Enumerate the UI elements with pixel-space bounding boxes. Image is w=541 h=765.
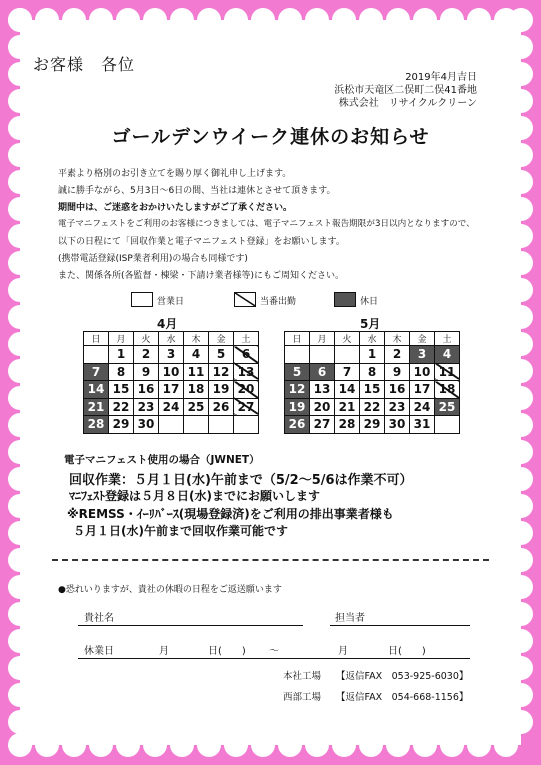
border-scallop [116,733,140,757]
border-scallop [509,575,533,599]
border-scallop [8,494,32,518]
border-scallop [35,8,59,32]
border-scallop [509,359,533,383]
calendar-day: 24 [159,398,184,416]
legend-business-swatch [131,292,153,307]
weekday-header: 金 [410,332,435,346]
calendar-day: 13 [310,381,335,399]
border-scallop [509,170,533,194]
calendar-day: 15 [360,381,385,399]
body-line-4: 電子マニフェストをご利用のお客様につきましては、電子マニフェスト報告期限が3日以内となりますので、 [58,219,475,229]
border-scallop [251,8,275,32]
weekday-header: 木 [184,332,209,346]
border-scallop [509,305,533,329]
border-scallop [509,440,533,464]
fax-office-1: 本社工場 [283,671,322,682]
border-scallop [509,548,533,572]
border-scallop [62,8,86,32]
calendar-day: 7 [335,363,360,381]
border-scallop [8,733,32,757]
border-scallop [8,8,32,32]
border-scallop [8,359,32,383]
calendar-day: 16 [134,381,159,399]
border-scallop [8,440,32,464]
border-scallop [332,733,356,757]
legend-business-label: 営業日 [157,297,185,307]
calendar-day: 29 [109,416,134,434]
border-scallop [332,8,356,32]
border-scallop [467,8,491,32]
border-scallop [8,521,32,545]
border-scallop [509,116,533,140]
calendar-day: 22 [109,398,134,416]
border-scallop [8,170,32,194]
company-address: 浜松市天竜区二俣町二俣41番地 [334,85,477,96]
notice-collection: 回収作業：５月１日(水)午前まで（5/2～5/6は作業不可） [69,473,413,488]
legend-holiday-swatch [334,292,356,307]
calendar-day: 20 [310,398,335,416]
cut-line [52,559,489,561]
weekday-header: 月 [310,332,335,346]
form-tilde: ～ [269,646,279,657]
april-calendar [83,331,259,434]
form-holiday-label: 休業日 [84,646,114,657]
calendar-day: 23 [385,398,410,416]
calendar-day: 3 [159,346,184,364]
border-scallop [509,8,533,32]
body-line-7: また、関係各所(各監督・棟梁・下請け業者様等)にもご周知ください。 [58,271,345,281]
border-scallop [8,413,32,437]
calendar-day: 8 [360,363,385,381]
calendar-day: 28 [84,416,109,434]
calendar-day: 25 [184,398,209,416]
calendar-day [335,346,360,364]
border-scallop [305,733,329,757]
calendar-day: 6 [310,363,335,381]
border-scallop [509,89,533,113]
calendar-day: 26 [285,416,310,434]
calendar-day: 3 [410,346,435,364]
border-scallop [413,733,437,757]
border-scallop [8,629,32,653]
calendar-day: 17 [410,381,435,399]
company-name: 株式会社 リサイクルクリーン [338,98,477,109]
border-scallop [8,116,32,140]
fax-number-2: 【返信FAX 054-668-1156】 [336,692,469,703]
border-scallop [509,386,533,410]
border-scallop [8,143,32,167]
form-person-line [330,625,470,626]
calendar-day: 10 [159,363,184,381]
border-scallop [509,413,533,437]
body-line-2: 誠に勝手ながら、5月3日～6日の間、当社は連休とさせて頂きます。 [58,186,336,196]
border-scallop [197,733,221,757]
weekday-header: 日 [84,332,109,346]
calendar-day: 5 [285,363,310,381]
form-company-line [78,625,303,626]
calendar-day: 18 [435,381,460,399]
weekday-header: 水 [360,332,385,346]
border-scallop [8,35,32,59]
border-scallop [509,710,533,734]
border-scallop [143,8,167,32]
greeting: お客様 各位 [33,55,136,74]
weekday-header: 月 [109,332,134,346]
calendar-day: 5 [209,346,234,364]
border-scallop [8,224,32,248]
calendar-day [209,416,234,434]
border-scallop [467,733,491,757]
border-scallop [509,494,533,518]
calendar-day: 21 [335,398,360,416]
calendar-day [159,416,184,434]
may-label: 5月 [360,317,381,331]
weekday-header: 日 [285,332,310,346]
form-end-month: 月 [338,646,348,657]
calendar-day: 13 [234,363,259,381]
calendar-day: 12 [209,363,234,381]
border-scallop [509,629,533,653]
calendar-day: 21 [84,398,109,416]
calendar-day [184,416,209,434]
border-scallop [89,8,113,32]
calendar-day: 29 [360,416,385,434]
calendar-day: 26 [209,398,234,416]
calendar-day: 18 [184,381,209,399]
form-holiday-line [78,658,470,659]
border-scallop [8,575,32,599]
calendar-day: 11 [184,363,209,381]
border-scallop [8,602,32,626]
calendar-day: 9 [385,363,410,381]
legend-holiday-label: 休日 [360,297,379,307]
calendar-day [285,346,310,364]
border-scallop [197,8,221,32]
weekday-header: 火 [335,332,360,346]
notice-remss: ※REMSS・ｲｰﾘﾊﾞｰｽ(現場登録済)をご利用の排出事業者様も [67,507,394,521]
body-line-6: (携帯電話登録(ISP業者利用)の場合も同様です) [58,254,248,264]
border-scallop [224,733,248,757]
border-scallop [509,467,533,491]
border-scallop [170,8,194,32]
fax-office-2: 西部工場 [283,692,322,703]
body-line-1: 平素より格別のお引き立てを賜り厚く御礼申し上げます。 [58,169,292,179]
border-scallop [440,8,464,32]
calendar-day: 6 [234,346,259,364]
border-scallop [8,305,32,329]
border-scallop [509,35,533,59]
border-scallop [8,62,32,86]
calendar-day: 20 [234,381,259,399]
weekday-header: 土 [435,332,460,346]
border-scallop [509,602,533,626]
border-scallop [8,332,32,356]
border-scallop [8,548,32,572]
calendar-day: 16 [385,381,410,399]
form-start-day: 日( ) [208,646,246,657]
border-scallop [278,8,302,32]
calendar-day [234,416,259,434]
border-scallop [305,8,329,32]
calendar-day: 2 [134,346,159,364]
body-line-3: 期間中は、ご迷惑をおかけいたしますがご了承ください。 [58,203,293,213]
calendar-day: 25 [435,398,460,416]
border-scallop [35,733,59,757]
border-scallop [143,733,167,757]
calendar-day [310,346,335,364]
border-scallop [8,251,32,275]
border-scallop [224,8,248,32]
form-end-day: 日( ) [388,646,426,657]
calendar-day: 28 [335,416,360,434]
notice-remss-deadline: ５月１日(水)午前まで回収作業可能です [73,524,288,538]
border-scallop [8,197,32,221]
border-scallop [8,386,32,410]
border-scallop [89,733,113,757]
legend-duty-swatch [234,292,256,307]
border-scallop [8,89,32,113]
calendar-day: 22 [360,398,385,416]
calendar-day: 14 [84,381,109,399]
border-scallop [509,332,533,356]
calendar-day: 14 [335,381,360,399]
fax-number-1: 【返信FAX 053-925-6030】 [336,671,469,682]
border-scallop [509,62,533,86]
border-scallop [116,8,140,32]
border-scallop [494,733,518,757]
form-start-month: 月 [159,646,169,657]
border-scallop [359,8,383,32]
issue-date: 2019年4月吉日 [405,72,477,83]
calendar-day: 1 [109,346,134,364]
border-scallop [278,733,302,757]
border-scallop [509,656,533,680]
calendar-day: 1 [360,346,385,364]
weekday-header: 火 [134,332,159,346]
calendar-day: 8 [109,363,134,381]
calendar-day: 31 [410,416,435,434]
weekday-header: 金 [209,332,234,346]
calendar-day: 10 [410,363,435,381]
calendar-day: 24 [410,398,435,416]
calendar-day: 4 [184,346,209,364]
border-scallop [386,8,410,32]
legend-duty-label: 当番出勤 [260,297,297,307]
border-scallop [62,733,86,757]
border-scallop [8,278,32,302]
form-lead: ●恐れいりますが、貴社の休暇の日程をご返送願います [58,585,282,595]
border-scallop [509,197,533,221]
border-scallop [359,733,383,757]
border-scallop [509,521,533,545]
border-scallop [509,143,533,167]
border-scallop [413,8,437,32]
border-scallop [509,683,533,707]
calendar-day: 19 [285,398,310,416]
calendar-day: 15 [109,381,134,399]
calendar-day: 27 [310,416,335,434]
border-scallop [8,656,32,680]
calendar-day: 17 [159,381,184,399]
calendar-day: 30 [134,416,159,434]
weekday-header: 水 [159,332,184,346]
border-scallop [8,683,32,707]
border-scallop [440,733,464,757]
calendar-day: 11 [435,363,460,381]
calendar-day [84,346,109,364]
may-calendar [284,331,460,434]
calendar-day: 9 [134,363,159,381]
page-title: ゴールデンウイーク連休のお知らせ [111,126,430,148]
calendar-day [435,416,460,434]
notice-jwnet: 電子マニフェスト使用の場合（JWNET） [64,454,260,466]
border-scallop [251,733,275,757]
calendar-day: 2 [385,346,410,364]
calendar-day: 4 [435,346,460,364]
calendar-day: 7 [84,363,109,381]
calendar-day: 30 [385,416,410,434]
border-scallop [8,467,32,491]
border-scallop [509,251,533,275]
form-company-label: 貴社名 [84,613,114,624]
border-scallop [170,733,194,757]
body-line-5: 以下の日程にて「回収作業と電子マニフェスト登録」をお願いします。 [58,237,345,247]
notice-registration: ﾏﾆﾌｪｽﾄ登録は５月８日(水)までにお願いします [69,489,320,503]
calendar-day: 19 [209,381,234,399]
form-person-label: 担当者 [335,613,365,624]
calendar-day: 23 [134,398,159,416]
border-scallop [8,710,32,734]
calendar-day: 27 [234,398,259,416]
border-scallop [386,733,410,757]
weekday-header: 木 [385,332,410,346]
calendar-day: 12 [285,381,310,399]
april-label: 4月 [157,317,178,331]
border-scallop [509,224,533,248]
weekday-header: 土 [234,332,259,346]
border-scallop [509,278,533,302]
